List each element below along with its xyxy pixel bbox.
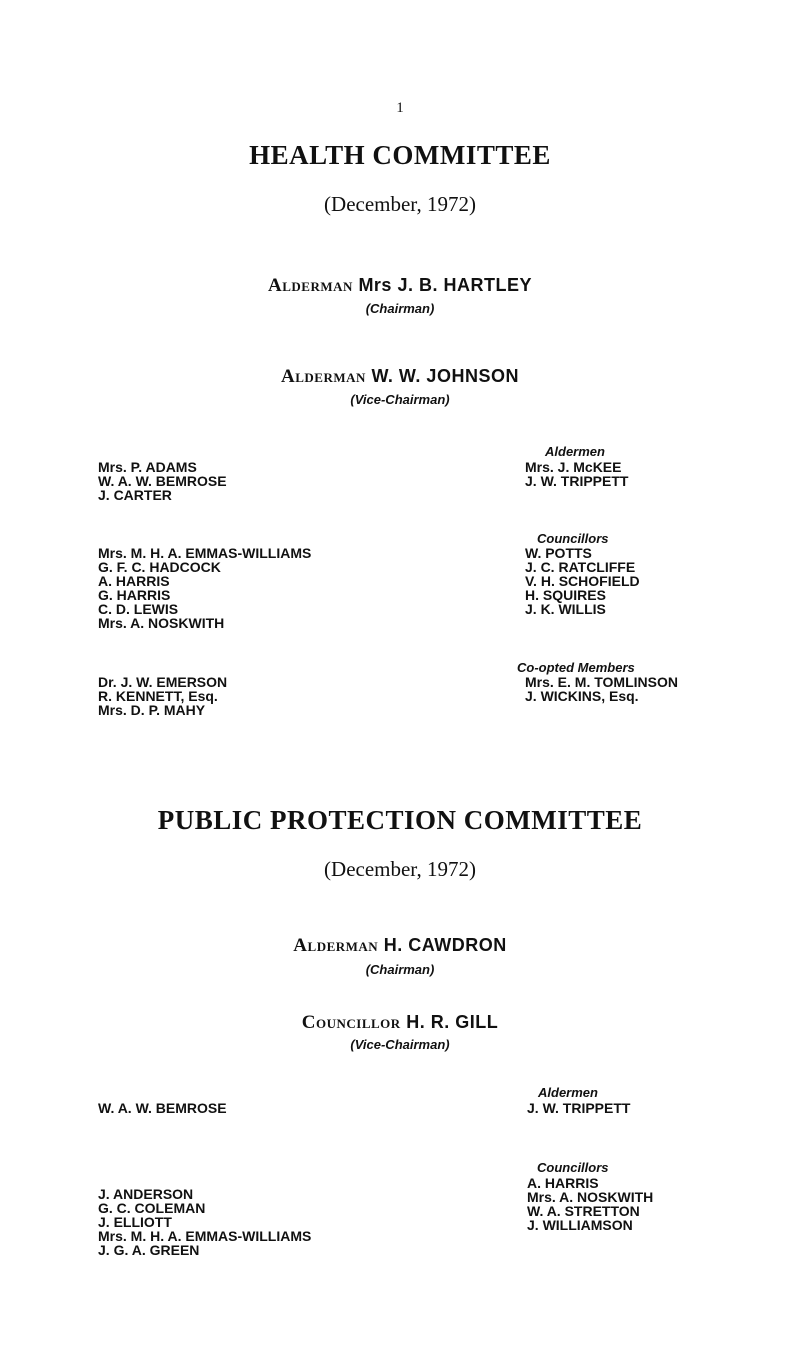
public-chairman-prefix: Alderman [293, 935, 379, 956]
list-item: C. D. LEWIS [98, 601, 179, 617]
list-item: Mrs. P. ADAMS [98, 459, 197, 475]
list-item: J. ELLIOTT [98, 1214, 172, 1230]
public-chairman [0, 935, 800, 957]
list-item: W. A. W. BEMROSE [98, 473, 227, 489]
list-item: V. H. SCHOFIELD [525, 573, 640, 589]
health-vice-chairman [0, 366, 800, 388]
health-aldermen-left [98, 460, 227, 502]
list-item: Dr. J. W. EMERSON [98, 674, 228, 690]
health-councillors-left [98, 546, 311, 630]
list-item: R. KENNETT, Esq. [98, 688, 218, 704]
list-item: J. G. A. GREEN [98, 1242, 200, 1258]
list-item: Mrs. A. NOSKWITH [98, 615, 225, 631]
public-aldermen-left [98, 1101, 227, 1115]
list-item: Mrs. J. McKEE [525, 459, 622, 475]
health-aldermen-right [525, 460, 628, 488]
list-item: J. CARTER [98, 487, 172, 503]
health-councillors-label: Councillors [537, 531, 609, 546]
list-item: G. C. COLEMAN [98, 1200, 206, 1216]
list-item: W. POTTS [525, 545, 592, 561]
list-item: Mrs. D. P. MAHY [98, 702, 206, 718]
list-item: W. A. STRETTON [527, 1203, 640, 1219]
public-chairman-role: (Chairman) [365, 962, 435, 977]
health-vice-chairman-prefix: Alderman [281, 366, 366, 387]
list-item: H. SQUIRES [525, 587, 606, 603]
list-item: Mrs. E. M. TOMLINSON [525, 674, 678, 690]
health-chairman-role: (Chairman) [365, 301, 435, 316]
list-item: J. WILLIAMSON [527, 1217, 633, 1233]
list-item: G. HARRIS [98, 587, 171, 603]
list-item: J. K. WILLIS [525, 601, 606, 617]
public-committee-title: PUBLIC PROTECTION COMMITTEE [157, 805, 643, 835]
public-vice-chairman [0, 1012, 800, 1034]
health-coopted-label: Co-opted Members [517, 660, 635, 675]
public-aldermen-right [527, 1101, 630, 1115]
health-chairman-prefix: Alderman [268, 275, 353, 296]
public-councillors-left [98, 1187, 311, 1257]
health-vice-chairman-name: W. W. JOHNSON [371, 366, 519, 386]
public-councillors-right [527, 1176, 653, 1232]
health-aldermen-label: Aldermen [545, 444, 605, 459]
list-item: J. ANDERSON [98, 1186, 194, 1202]
health-committee-title: HEALTH COMMITTEE [249, 140, 551, 170]
list-item: J. W. TRIPPETT [527, 1100, 631, 1116]
public-vice-chairman-prefix: Councillor [301, 1012, 401, 1033]
public-chairman-name: H. CAWDRON [383, 935, 507, 955]
public-councillors-label: Councillors [537, 1160, 609, 1175]
public-committee-date: (December, 1972) [324, 857, 476, 881]
public-vice-chairman-role: (Vice-Chairman) [350, 1037, 450, 1052]
page-number: 1 [396, 100, 404, 116]
list-item: J. WICKINS, Esq. [525, 688, 639, 704]
health-committee-date: (December, 1972) [324, 192, 476, 216]
list-item: J. W. TRIPPETT [525, 473, 629, 489]
list-item: A. HARRIS [527, 1175, 599, 1191]
list-item: J. C. RATCLIFFE [525, 559, 636, 575]
list-item: Mrs. M. H. A. EMMAS-WILLIAMS [98, 1228, 312, 1244]
list-item: Mrs. M. H. A. EMMAS-WILLIAMS [98, 545, 312, 561]
list-item: W. A. W. BEMROSE [98, 1100, 227, 1116]
public-vice-chairman-name: H. R. GILL [406, 1012, 499, 1032]
health-councillors-right [525, 546, 640, 616]
list-item: A. HARRIS [98, 573, 170, 589]
health-coopted-right [525, 675, 678, 703]
health-vice-chairman-role: (Vice-Chairman) [350, 392, 450, 407]
list-item: G. F. C. HADCOCK [98, 559, 221, 575]
health-coopted-left [98, 675, 227, 717]
list-item: Mrs. A. NOSKWITH [527, 1189, 654, 1205]
public-aldermen-label: Aldermen [538, 1085, 598, 1100]
health-chairman-name: Mrs J. B. HARTLEY [358, 275, 532, 295]
health-chairman [0, 275, 800, 297]
